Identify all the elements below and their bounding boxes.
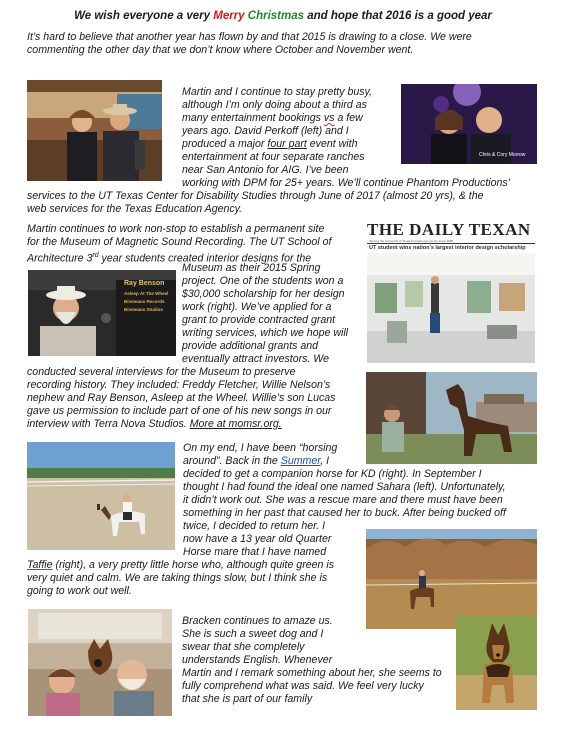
para1-line: years ago. David Perkoff (left) and I bbox=[182, 125, 349, 137]
para1-line: web services for the Texas Education Agency. bbox=[27, 203, 243, 215]
para1-line: Martin and I continue to stay pretty busy, bbox=[182, 86, 372, 98]
summer-text: Summer bbox=[280, 455, 321, 467]
para1-line: many entertainment bookings vs a few bbox=[182, 112, 363, 124]
para4-line: She is such a sweet dog and I bbox=[182, 628, 324, 640]
chris-cory-caption: Chris & Cory Morrow bbox=[479, 152, 526, 158]
para3-line: something in her past that caused her to buck. After being bucked off bbox=[183, 507, 506, 519]
para4-line: swear that she completely bbox=[182, 641, 305, 653]
para3-line: Horse mare that I have named bbox=[183, 546, 327, 558]
daily-texan-clipping bbox=[365, 220, 537, 364]
para2-line: gave us permission to include part of one of his new songs in our bbox=[27, 405, 332, 417]
para3-line: On my end, I have been “horsing bbox=[183, 442, 338, 454]
para3-line: now have a 13 year old Quarter bbox=[183, 533, 332, 545]
intro-line-1: It’s hard to believe that another year has flown by and that 2015 is drawing to a close. We were bbox=[27, 31, 472, 43]
para1-line: near San Antonio for AIG. I’ve been bbox=[182, 164, 349, 176]
ray-band-caption: Asleep At The Wheel bbox=[124, 291, 169, 296]
photo-chris-cory-morrow bbox=[401, 84, 537, 164]
para2-line: eventually attract investors. We bbox=[182, 353, 330, 365]
photo-horse-kd bbox=[366, 372, 537, 464]
ray-name-caption: Ray Benson bbox=[124, 280, 165, 287]
para2-line: recording history. They included: Freddy Fletcher, Willie Nelson’s bbox=[27, 379, 331, 391]
para1-line: entertainment at four separate ranches bbox=[182, 151, 365, 163]
para3-line: twice, I decided to return her. I bbox=[183, 520, 326, 532]
intro-line-2: commenting the other day that we don’t know where October and November went. bbox=[27, 44, 414, 56]
photo-ray-benson bbox=[28, 270, 176, 356]
ray-records-caption: Bismeaux Records bbox=[124, 299, 165, 304]
para1-line: although I’m only doing about a third as bbox=[182, 99, 367, 111]
vs-word: vs bbox=[323, 112, 335, 124]
para2-line: interview with Terra Nova Studios. More at momsr.org. bbox=[27, 418, 282, 430]
para2-line: $30,000 scholarship for her design bbox=[182, 288, 345, 300]
christmas-word: Christmas bbox=[247, 10, 305, 22]
para2-line: grant to provide contracted grant bbox=[182, 314, 336, 326]
photo-sahara-arena bbox=[27, 442, 175, 550]
photo-car-with-dog bbox=[28, 609, 172, 716]
four-part-text: four part bbox=[267, 138, 307, 150]
momsr-link[interactable]: More at momsr.org. bbox=[189, 418, 282, 430]
para3-line: it didn’t work out. She was a rescue mare and there must have been bbox=[183, 494, 503, 506]
para4-line: Martin and I remark something about her, she seems to bbox=[182, 667, 442, 679]
para4-line: fully comprehend what was said. We feel very lucky bbox=[182, 680, 424, 692]
para3-line: going to work out well. bbox=[27, 585, 132, 597]
para1-line: working with DPM for 25+ years. We’ll continue Phantom Productions’ bbox=[182, 177, 511, 189]
para3-line: very quiet and calm. We are taking things slow, but I think she is bbox=[27, 572, 328, 584]
masthead-rule bbox=[367, 243, 535, 244]
daily-texan-masthead: THE DAILY TEXAN bbox=[367, 220, 531, 239]
photo-taffie bbox=[366, 529, 537, 629]
para1-line: services to the UT Texas Center for Disability Studies through June of 2017 (almost 20 yrs), & the bbox=[27, 190, 484, 202]
para2-line: writing services, which we hope will bbox=[182, 327, 349, 339]
letter-title: We wish everyone a very Merry Christmas and hope that 2016 is a good year bbox=[74, 10, 492, 22]
daily-texan-tagline: Serving the University of Texas at Austin community since 1900 bbox=[369, 239, 454, 243]
para1-line: produced a major four part event with bbox=[182, 138, 358, 150]
gallery-photo bbox=[367, 253, 535, 363]
para2-line: for the Museum of Magnetic Sound Recording. The UT School of bbox=[27, 236, 332, 248]
para2-line: nephew and Ray Benson, Asleep at the Wheel. Willie’s son Lucas bbox=[27, 392, 336, 404]
para2-line: provide additional grants and bbox=[182, 340, 319, 352]
para4-line: that she is part of our family bbox=[182, 693, 313, 705]
taffie-name: Taffie bbox=[27, 559, 53, 571]
para3-line: thought I had found the ideal one named Sahara (left). Unfortunately, bbox=[183, 481, 506, 493]
photo-ranch-couple bbox=[27, 80, 162, 181]
para2-line: project. One of the students won a bbox=[182, 275, 344, 287]
photo-bracken-dog bbox=[456, 615, 537, 710]
para3-line: Taffie (right), a very pretty little horse who, although quite green is bbox=[27, 559, 334, 571]
para2-line: Martin continues to work non-stop to establish a permanent site bbox=[27, 223, 325, 235]
merry-word: Merry bbox=[213, 10, 245, 22]
ray-studios-caption: Bismeaux Studios bbox=[124, 307, 164, 312]
para2-line: Museum as their 2015 Spring bbox=[182, 262, 321, 274]
para2-line: work (right). We’ve applied for a bbox=[182, 301, 332, 313]
para3-line: around”. Back in the Summer, I bbox=[183, 455, 330, 467]
para2-line: Architecture 3rd year students created interior designs for the bbox=[27, 252, 312, 265]
para3-line: decided to get a companion horse for KD (right). In September I bbox=[183, 468, 482, 480]
para4-line: understands English. Whenever bbox=[182, 654, 333, 666]
para2-line: conducted several interviews for the Museum to preserve bbox=[27, 366, 296, 378]
para4-line: Bracken continues to amaze us. bbox=[182, 615, 333, 627]
daily-texan-headline: UT student wins nation’s largest interior design scholarship bbox=[369, 245, 526, 251]
